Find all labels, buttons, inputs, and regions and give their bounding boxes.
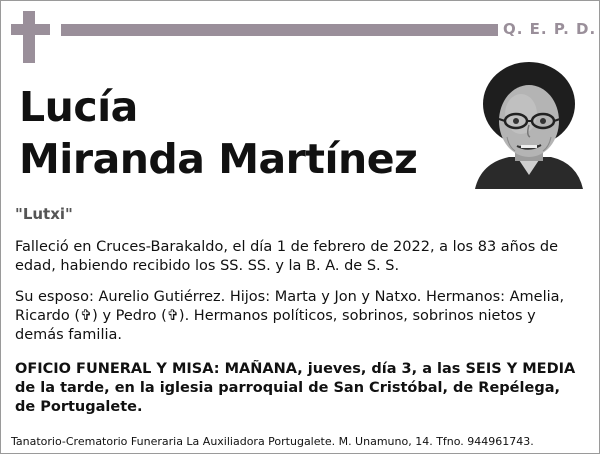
header-bar [61,24,498,36]
cross-symbol-icon: ✞ [166,308,179,324]
qepd-label: Q. E. P. D. [503,20,597,38]
family-text-part3: ). Hermanos políticos, sobrinos, sobrinos nietos y demás familia. [15,308,536,343]
cross-icon-vertical [23,11,35,63]
family-text [15,288,585,345]
family-text-part2: ) y Pedro ( [92,308,167,324]
death-notice-text: Falleció en Cruces-Barakaldo, el día 1 de febrero de 2022, a los 83 años de edad, habiendo recibido los SS. SS. y la B. A. de S. S. [15,239,559,274]
cross-icon-horizontal [11,24,50,35]
portrait-photo [471,59,583,189]
deceased-name [19,81,417,185]
cross-symbol-icon: ✞ [80,308,93,324]
deceased-surnames: Miranda Martínez [19,135,418,183]
funeral-home-footer: Tanatorio-Crematorio Funeraria La Auxiliadora Portugalete. M. Unamuno, 14. Tfno. 944961743. [11,435,534,448]
deceased-nickname: "Lutxi" [15,205,73,223]
deceased-first-name: Lucía [19,83,138,131]
funeral-notice-text: OFICIO FUNERAL Y MISA: MAÑANA, jueves, día 3, a las SEIS Y MEDIA de la tarde, en la iglesia parroquial de San Cristóbal, de Repélega, de Portugalete. [15,361,576,415]
family-text-part1: Su esposo: Aurelio Gutiérrez. Hijos: Marta y Jon y Natxo. Hermanos: Amelia, Ricardo ( [15,289,565,324]
